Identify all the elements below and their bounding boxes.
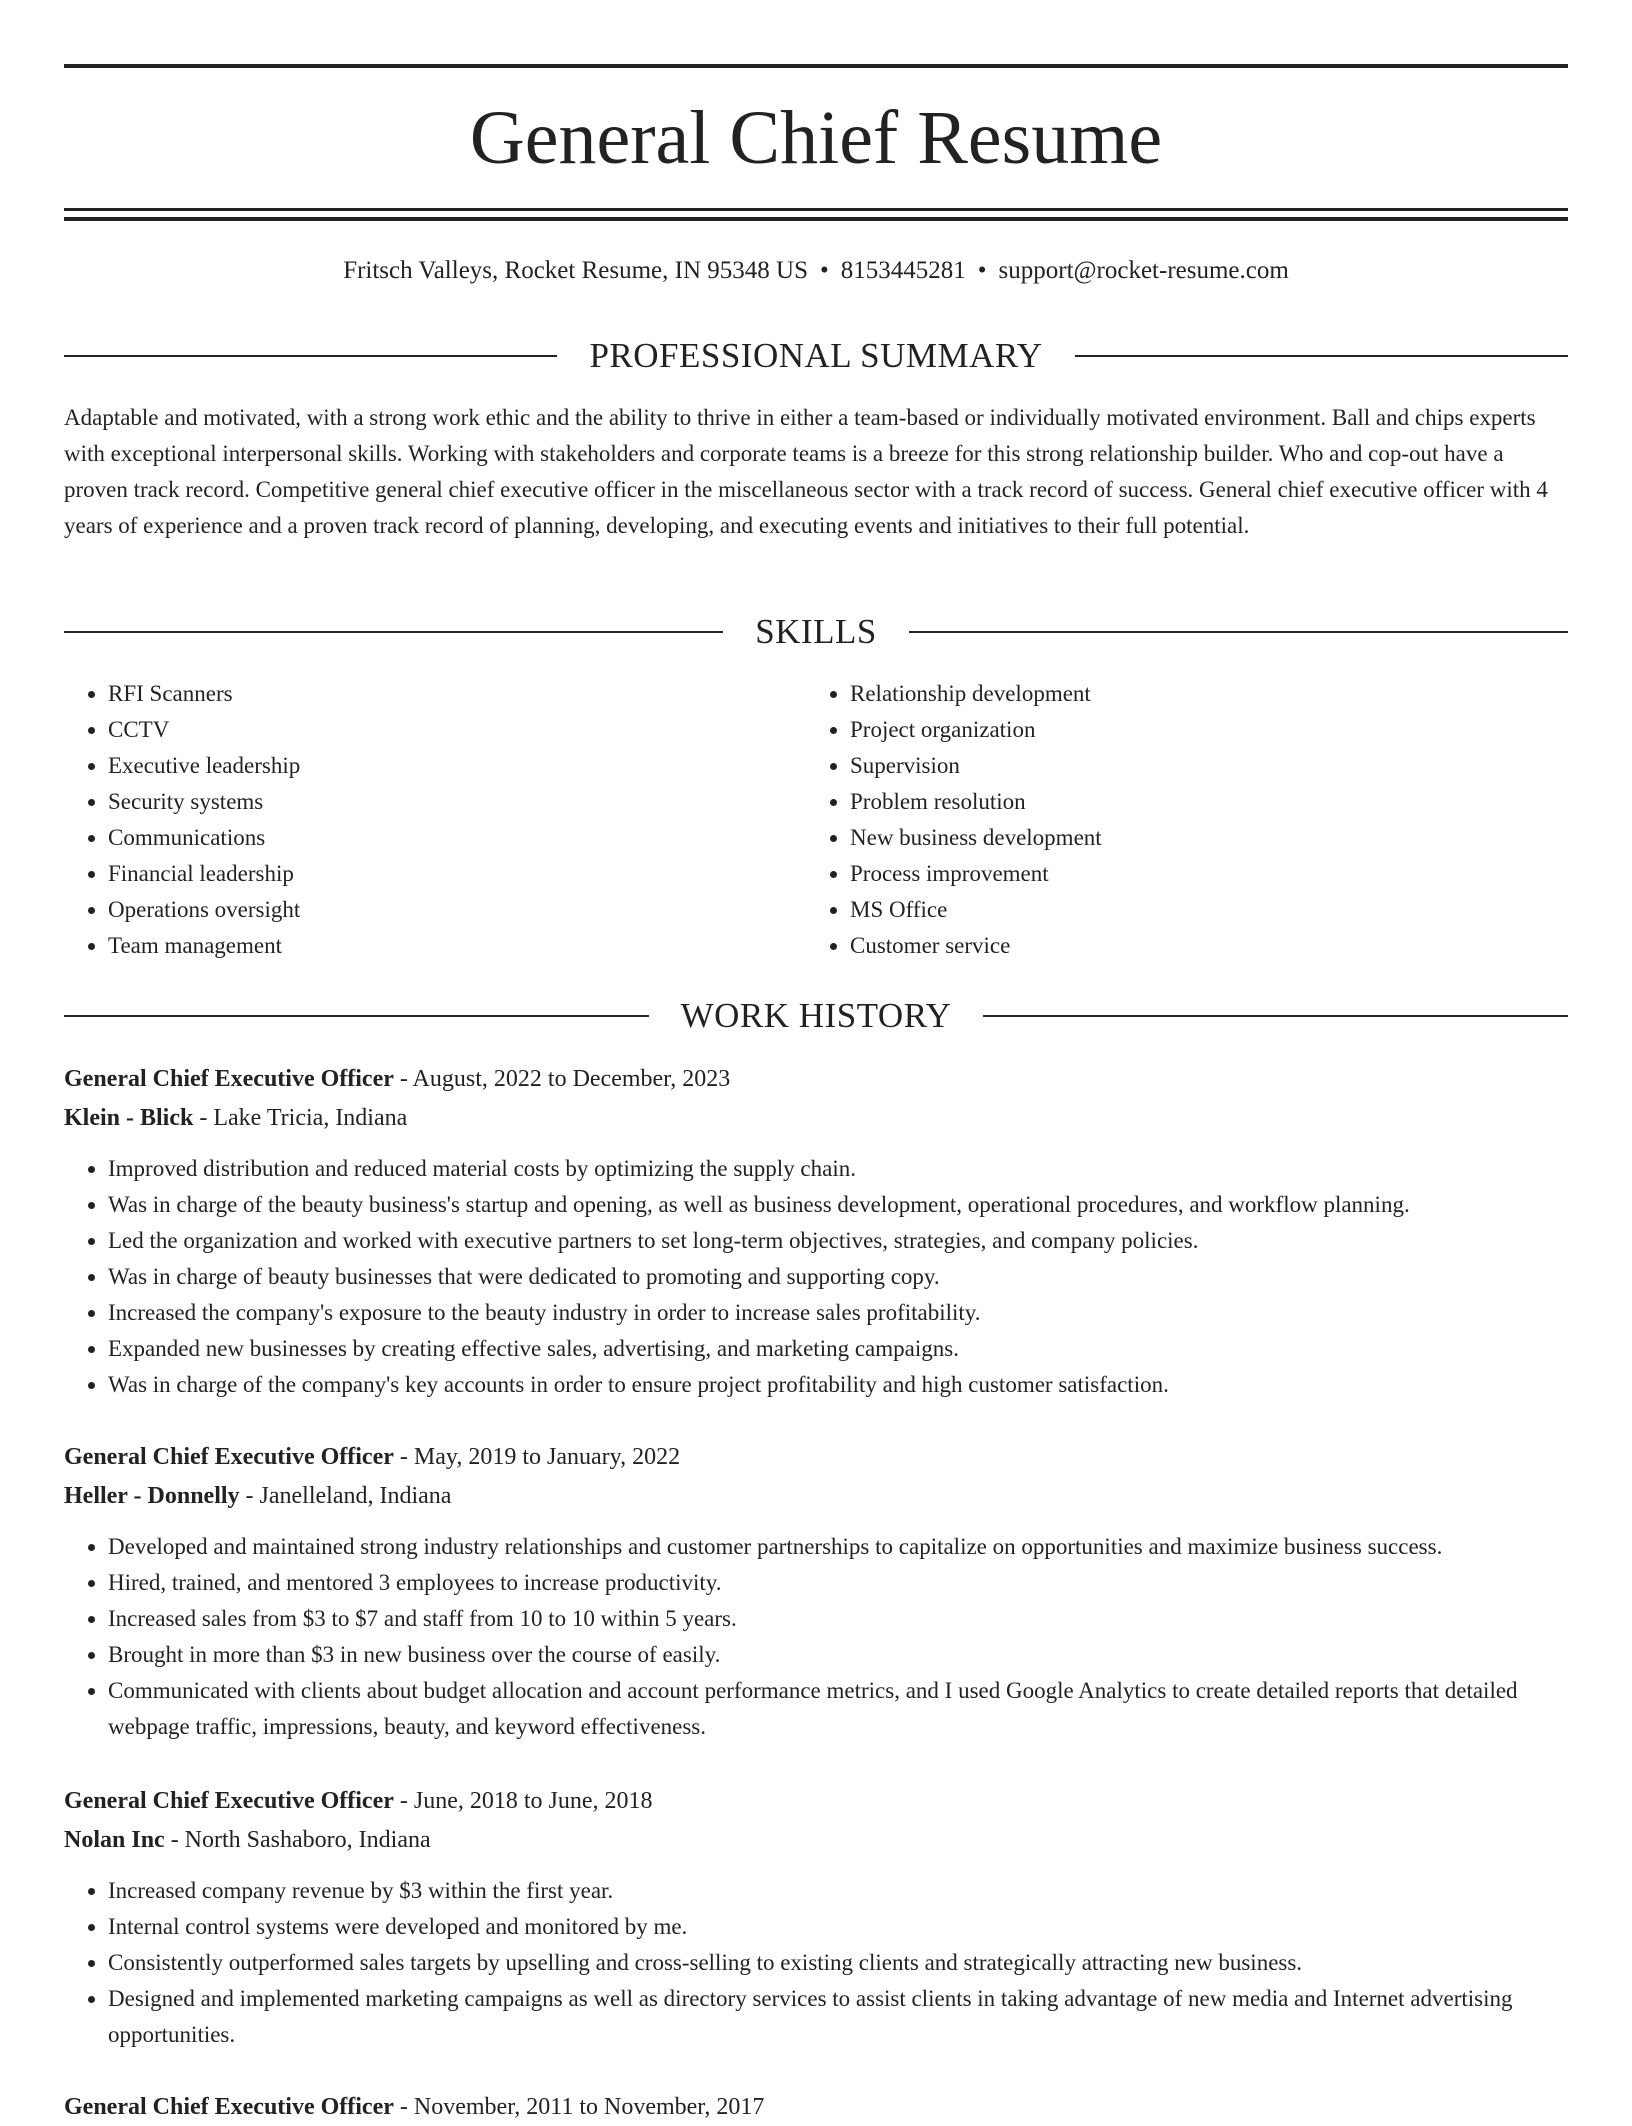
job-company: Nolan Inc <box>64 1827 165 1853</box>
job-company-line <box>64 1477 1568 1515</box>
job-dates: - June, 2018 to June, 2018 <box>393 1788 653 1814</box>
job-location: - North Sashaboro, Indiana <box>164 1827 431 1853</box>
job-bullet: • Brought in more than $3 in new business over the course of easily. <box>108 1637 1568 1673</box>
contact-address: Fritsch Valleys, Rocket Resume, IN 95348 US <box>343 257 808 284</box>
job-title: General Chief Executive Officer <box>64 1444 394 1470</box>
job-entry <box>64 1060 1568 1403</box>
job-title-line <box>64 1782 1568 1820</box>
job-bullet: • Consistently outperformed sales targets by upselling and cross-selling to existing clients and strategically attracting new business. <box>108 1945 1568 1981</box>
job-entry <box>64 1782 1568 2053</box>
skills-column-left <box>64 676 806 964</box>
job-title-line <box>64 1060 1568 1098</box>
job-bullet: • Was in charge of beauty businesses that were dedicated to promoting and supporting copy. <box>108 1259 1568 1295</box>
skill-item: • Operations oversight <box>108 892 806 928</box>
contact-email: support@rocket-resume.com <box>998 257 1289 284</box>
job-bullet: • Increased company revenue by $3 within the first year. <box>108 1873 1568 1909</box>
job-title: General Chief Executive Officer <box>64 1788 394 1814</box>
top-rule <box>64 64 1568 68</box>
skill-item: • New business development <box>850 820 1548 856</box>
contact-separator: • <box>819 257 829 284</box>
heading-rule <box>983 1015 1568 1017</box>
job-bullets <box>64 1151 1568 1403</box>
job-bullets <box>64 1873 1568 2053</box>
summary-text: Adaptable and motivated, with a strong work ethic and the ability to thrive in either a team-based or individually motivated environment. Ball and chips experts with exceptional interpersonal skills. Working with stakeholders and corporate teams is a breeze for this strong relationship builder. Who and cop-out have a proven track record. Competitive general chief executive officer in the miscellaneous sector with a track record of success. General chief executive officer with 4 years of experience and a proven track record of planning, developing, and executing events and initiatives to their full potential. <box>64 405 1548 538</box>
summary-heading <box>64 334 1568 378</box>
job-company-line <box>64 1821 1568 1859</box>
skill-item: • Team management <box>108 928 806 964</box>
skills-heading <box>64 610 1568 654</box>
job-bullet: • Was in charge of the beauty business's startup and opening, as well as business development, operational procedures, and workflow planning. <box>108 1187 1568 1223</box>
job-bullet: • Increased sales from $3 to $7 and staff from 10 to 10 within 5 years. <box>108 1601 1568 1637</box>
title-double-rule <box>64 208 1568 221</box>
skills-list <box>64 676 1568 964</box>
skill-item: • Project organization <box>850 712 1548 748</box>
heading-rule <box>64 1015 649 1017</box>
job-dates: - May, 2019 to January, 2022 <box>393 1444 681 1470</box>
job-company: Klein - Blick <box>64 1105 194 1131</box>
job-entry <box>64 2088 1568 2126</box>
skill-item: • Financial leadership <box>108 856 806 892</box>
resume-title: General Chief Resume <box>469 96 1163 180</box>
job-bullet: • Communicated with clients about budget allocation and account performance metrics, and I used Google Analytics to create detailed reports that detailed webpage traffic, impressions, beauty, and keyword effectiveness. <box>108 1673 1568 1745</box>
heading-rule <box>909 631 1568 633</box>
skill-item: • Security systems <box>108 784 806 820</box>
job-bullet: • Hired, trained, and mentored 3 employees to increase productivity. <box>108 1565 1568 1601</box>
job-bullet: • Led the organization and worked with executive partners to set long-term objectives, strategies, and company policies. <box>108 1223 1568 1259</box>
skills-heading-text: SKILLS <box>755 612 877 651</box>
skill-item: • RFI Scanners <box>108 676 806 712</box>
job-title: General Chief Executive Officer <box>64 1066 394 1092</box>
job-bullet: • Increased the company's exposure to the beauty industry in order to increase sales profitability. <box>108 1295 1568 1331</box>
skill-item: • Process improvement <box>850 856 1548 892</box>
job-bullet: • Developed and maintained strong industry relationships and customer partnerships to capitalize on opportunities and maximize business success. <box>108 1529 1568 1565</box>
contact-line <box>64 254 1568 288</box>
skill-item: • Supervision <box>850 748 1548 784</box>
contact-phone: 8153445281 <box>840 257 966 284</box>
skill-item: • Problem resolution <box>850 784 1548 820</box>
job-bullet: • Expanded new businesses by creating effective sales, advertising, and marketing campaigns. <box>108 1331 1568 1367</box>
heading-rule <box>64 631 723 633</box>
job-company: Heller - Donnelly <box>64 1483 240 1509</box>
work-heading <box>64 994 1568 1038</box>
skill-item: • CCTV <box>108 712 806 748</box>
job-company-line <box>64 1099 1568 1137</box>
skill-item: • Customer service <box>850 928 1548 964</box>
contact-separator: • <box>977 257 987 284</box>
work-heading-text: WORK HISTORY <box>680 996 952 1035</box>
job-entry <box>64 1438 1568 1745</box>
job-bullet: • Improved distribution and reduced material costs by optimizing the supply chain. <box>108 1151 1568 1187</box>
heading-rule <box>1075 355 1568 357</box>
job-location: - Janelleland, Indiana <box>239 1483 452 1509</box>
job-title: General Chief Executive Officer <box>64 2094 394 2120</box>
summary-heading-text: PROFESSIONAL SUMMARY <box>589 336 1043 375</box>
job-bullet: • Was in charge of the company's key accounts in order to ensure project profitability and high customer satisfaction. <box>108 1367 1568 1403</box>
job-bullets <box>64 1529 1568 1745</box>
heading-rule <box>64 355 557 357</box>
skill-item: • Relationship development <box>850 676 1548 712</box>
skill-item: • Executive leadership <box>108 748 806 784</box>
job-location: - Lake Tricia, Indiana <box>193 1105 408 1131</box>
skills-column-right <box>806 676 1548 964</box>
skill-item: • MS Office <box>850 892 1548 928</box>
job-title-line <box>64 2088 1568 2126</box>
job-bullet: • Internal control systems were developed and monitored by me. <box>108 1909 1568 1945</box>
job-bullet: • Designed and implemented marketing campaigns as well as directory services to assist clients in taking advantage of new media and Internet advertising opportunities. <box>108 1981 1568 2053</box>
skill-item: • Communications <box>108 820 806 856</box>
job-title-line <box>64 1438 1568 1476</box>
job-dates: - August, 2022 to December, 2023 <box>393 1066 731 1092</box>
job-dates: - November, 2011 to November, 2017 <box>393 2094 765 2120</box>
